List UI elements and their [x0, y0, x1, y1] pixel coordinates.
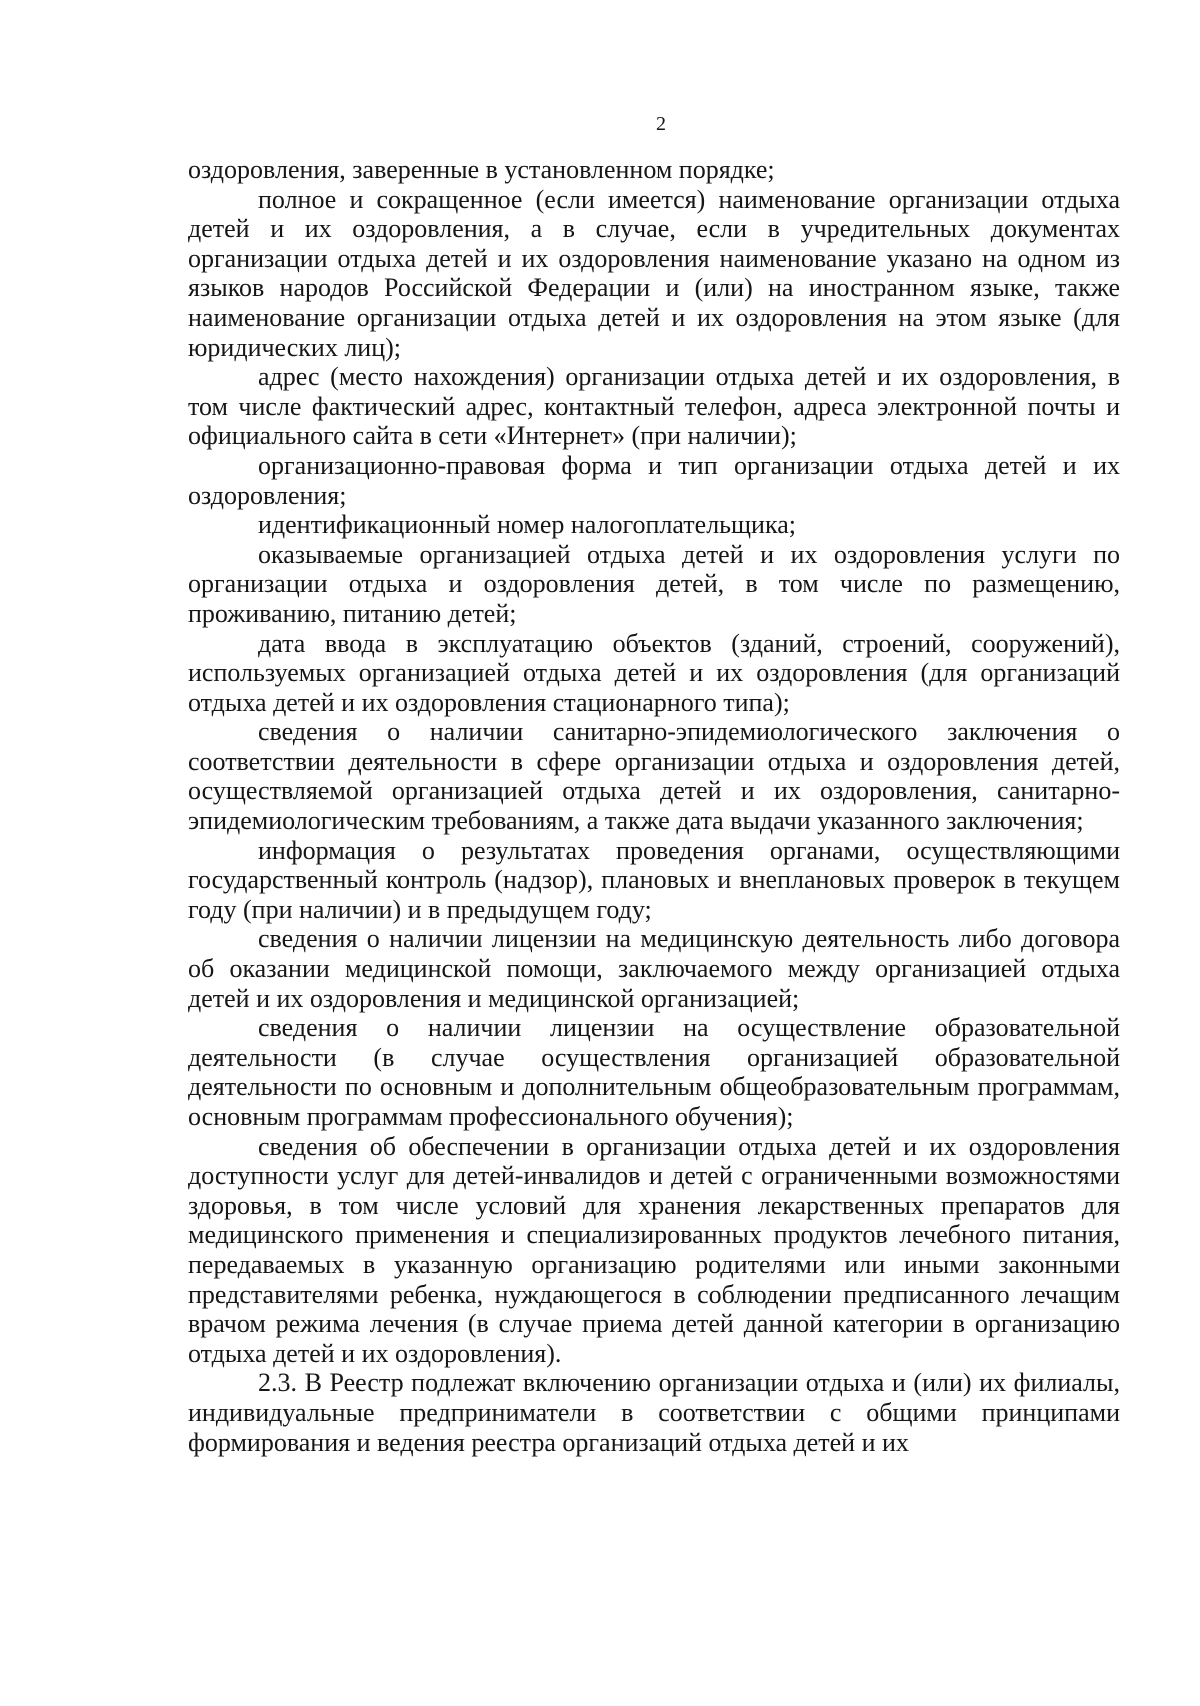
list-item-address: адрес (место нахождения) организации отдыха детей и их оздоровления, в том числе фактический адрес, контактный телефон, адреса электронной почты и официального сайта в сети «Интернет» (при наличии); [188, 362, 1120, 451]
paragraph-continuation: оздоровления, заверенные в установленном порядке; [188, 155, 775, 184]
list-item-inspections: информация о результатах проведения органами, осуществляющими государственный контроль (надзор), плановых и внеплановых проверок в текущем году (при наличии) и в предыдущем году; [188, 835, 1120, 924]
section-2-3-paragraph: 2.3. В Реестр подлежат включению организации отдыха и (или) их филиалы, индивидуальные предприниматели в соответствии с общими принципами формирования и ведения реестра организаций отдыха детей и их [188, 1368, 1120, 1457]
list-item-commissioning-date: дата ввода в эксплуатацию объектов (зданий, строений, сооружений), используемых организацией отдыха детей и их оздоровления (для организаций отдыха детей и их оздоровления стационарного типа); [188, 628, 1120, 717]
list-item-services: оказываемые организацией отдыха детей и их оздоровления услуги по организации отдыха и оздоровления детей, в том числе по размещению, проживанию, питанию детей; [188, 539, 1120, 628]
list-item-sanitary-conclusion: сведения о наличии санитарно-эпидемиологического заключения о соответствии деятельности в сфере организации отдыха и оздоровления детей, осуществляемой организацией отдыха детей и их оздоровления, санитарно-эпидемиологическим требованиям, а также дата выдачи указанного заключения; [188, 717, 1120, 836]
list-item-medical-license: сведения о наличии лицензии на медицинскую деятельность либо договора об оказании медицинской помощи, заключаемого между организацией отдыха детей и их оздоровления и медицинской организацией; [188, 924, 1120, 1013]
list-item-organization-name: полное и сокращенное (если имеется) наименование организации отдыха детей и их оздоровления, а в случае, если в учредительных документах организации отдыха детей и их оздоровления наименование указано на одном из языков народов Российской Федерации и (или) на иностранном языке, также наименование организации отдыха детей и их оздоровления на этом языке (для юридических лиц); [188, 184, 1120, 362]
list-item-tax-id: идентификационный номер налогоплательщика; [258, 510, 796, 540]
document-body [188, 155, 1120, 1457]
list-item-accessibility: сведения об обеспечении в организации отдыха детей и их оздоровления доступности услуг для детей-инвалидов и детей с ограниченными возможностями здоровья, в том числе условий для хранения лекарственных препаратов для медицинского применения и специализированных продуктов лечебного питания, передаваемых в указанную организацию родителями или иными законными представителями ребенка, нуждающегося в соблюдении предписанного лечащим врачом режима лечения (в случае приема детей данной категории в организацию отдыха детей и их оздоровления). [188, 1131, 1120, 1368]
page-number: 2 [656, 113, 666, 135]
list-item-education-license: сведения о наличии лицензии на осуществление образовательной деятельности (в случае осуществления организацией образовательной деятельности по основным и дополнительным общеобразовательным программам, основным программам профессионального обучения); [188, 1013, 1120, 1131]
list-item-legal-form: организационно-правовая форма и тип организации отдыха детей и их оздоровления; [188, 450, 1120, 510]
